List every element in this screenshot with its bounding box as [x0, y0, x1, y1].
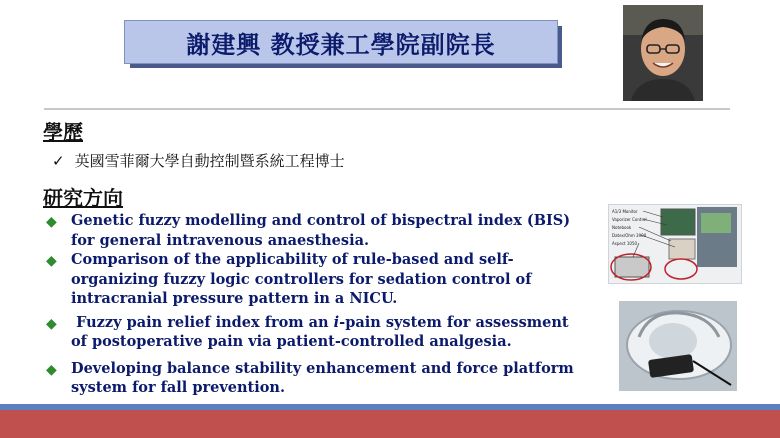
research-item-text: Fuzzy pain relief index from an i-pain system for assessment of postoperative pain via patient-controlled analgesia.: [71, 313, 569, 350]
research-list: [46, 211, 586, 398]
anaesthesia-equipment-photo: [608, 204, 742, 284]
research-item-text: Genetic fuzzy modelling and control of bispectral index (BIS) for general intravenous anaesthesia.: [71, 212, 571, 249]
education-heading: 學歷: [43, 120, 83, 144]
title-box: [124, 20, 558, 64]
education-text: 英國雪菲爾大學自動控制暨系統工程博士: [74, 152, 345, 170]
research-item-text: Developing balance stability enhancement and force platform system for fall prevention.: [71, 359, 574, 396]
title-banner: [124, 20, 564, 70]
research-item: [46, 250, 586, 309]
force-platform-photo: [619, 301, 737, 391]
research-item-text: Comparison of the applicability of rule-based and self-organizing fuzzy logic controllers for sedation control of intracranial pressure pattern in a NICU.: [71, 251, 532, 307]
header-divider: [44, 108, 730, 110]
research-heading: 研究方向: [43, 186, 123, 210]
portrait-photo: [623, 5, 703, 101]
research-item: [46, 313, 586, 352]
education-item: [52, 150, 345, 171]
diamond-bullet-icon: ◆: [46, 315, 57, 332]
page-title: 謝建興 教授兼工學院副院長: [186, 29, 496, 59]
device-image: [619, 301, 737, 391]
footer-band-red: [0, 410, 780, 438]
diamond-bullet-icon: ◆: [46, 253, 57, 269]
equipment-labels: A1/3 Monitor Vaporizer Control Notebook Datex/Ohm 3900 Aspect 1050: [612, 209, 647, 246]
diamond-bullet-icon: ◆: [46, 214, 57, 230]
checkmark-icon: ✓: [52, 152, 65, 170]
diamond-bullet-icon: ◆: [46, 361, 57, 378]
research-item: [46, 211, 586, 250]
research-item: [46, 359, 586, 398]
portrait-image: [623, 5, 703, 101]
